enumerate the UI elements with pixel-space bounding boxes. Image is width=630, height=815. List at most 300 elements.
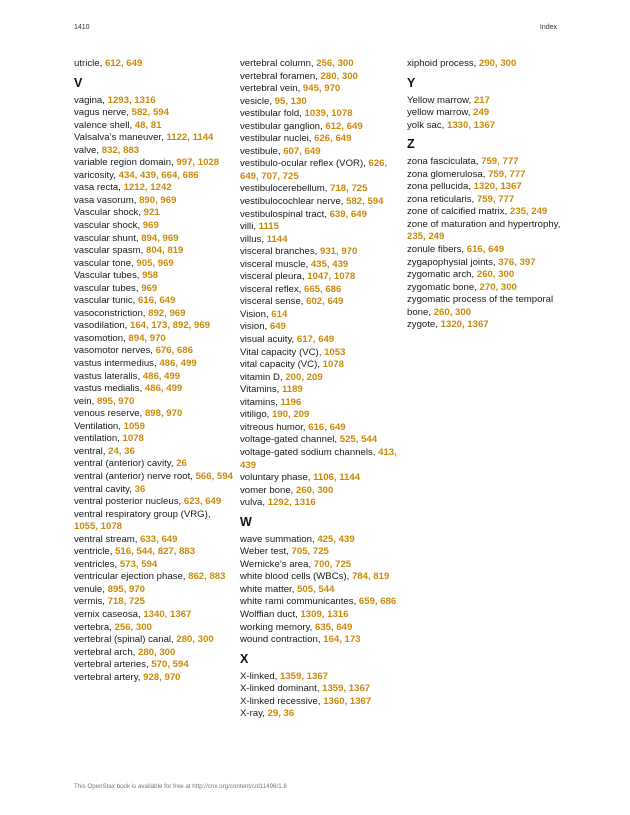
- index-entry: [74, 672, 234, 685]
- index-term: yolk sac,: [407, 119, 447, 131]
- page-references[interactable]: 280, 300: [320, 70, 358, 82]
- index-term: valence shell,: [74, 119, 135, 131]
- index-term: X-ray,: [240, 708, 268, 720]
- index-entry: [240, 696, 400, 709]
- index-entry: [74, 320, 234, 333]
- index-entry: [240, 359, 400, 372]
- page-references[interactable]: 892, 969: [148, 307, 186, 319]
- index-entry: [240, 622, 400, 635]
- index-term: vagus nerve,: [74, 107, 132, 119]
- index-entry: [74, 484, 234, 497]
- index-entry: [240, 447, 400, 472]
- index-term: visceral reflex,: [240, 283, 304, 295]
- index-term: valve,: [74, 144, 102, 156]
- index-letter-heading: X: [240, 651, 249, 666]
- index-term: zona fasciculata,: [407, 156, 482, 168]
- index-term: ventral (anterior) nerve root,: [74, 470, 196, 482]
- page-references[interactable]: 486, 499: [159, 358, 197, 370]
- page-references[interactable]: 1359, 1367: [280, 670, 329, 682]
- index-entry: [74, 421, 234, 434]
- index-term: Valsalva’s maneuver,: [74, 132, 167, 144]
- index-entry: [240, 83, 400, 96]
- page-references[interactable]: 705, 725: [291, 546, 329, 558]
- index-entry: [240, 397, 400, 410]
- index-entry: [74, 58, 234, 71]
- index-entry: [240, 296, 400, 309]
- index-entry: [407, 282, 567, 295]
- page-references[interactable]: 633, 649: [140, 533, 178, 545]
- index-entry: [74, 496, 234, 509]
- index-entry: [74, 371, 234, 384]
- page-references[interactable]: 928, 970: [143, 671, 181, 683]
- index-term: zona reticularis,: [407, 193, 477, 205]
- page-references[interactable]: 200, 209: [285, 371, 323, 383]
- page-references[interactable]: 612, 649: [104, 58, 143, 69]
- index-entry: [74, 433, 234, 446]
- index-entry: [240, 422, 400, 435]
- page-references[interactable]: 235, 249: [509, 206, 548, 218]
- page-references[interactable]: 804, 819: [145, 245, 184, 257]
- index-entry: [407, 294, 567, 319]
- index-term: vitiligo,: [240, 409, 272, 421]
- page-references[interactable]: 614: [271, 308, 288, 320]
- index-entry: [74, 647, 234, 660]
- page-references[interactable]: 969: [141, 282, 158, 294]
- index-term: vestibulocerebellum,: [240, 183, 331, 195]
- index-term: vastus lateralis,: [74, 370, 143, 382]
- index-term: venule,: [74, 583, 108, 595]
- index-term: vital capacity (VC),: [240, 359, 323, 371]
- index-term: wound contraction,: [240, 634, 324, 646]
- page-references[interactable]: 931, 970: [319, 246, 358, 258]
- index-entry: [74, 408, 234, 421]
- page-references[interactable]: 190, 209: [272, 409, 310, 421]
- page-references[interactable]: 759, 777: [481, 156, 519, 168]
- page-references[interactable]: 217: [473, 94, 490, 106]
- index-entry: [240, 409, 400, 422]
- page-references[interactable]: 894, 969: [141, 232, 179, 244]
- page-references[interactable]: 1212, 1242: [123, 182, 172, 194]
- index-term: vasoconstriction,: [74, 307, 149, 319]
- index-entry: [240, 121, 400, 134]
- index-term: Wernicke’s area,: [240, 558, 314, 570]
- index-term: voluntary phase,: [240, 472, 314, 484]
- page-references[interactable]: 905, 969: [136, 257, 174, 269]
- index-entry: [240, 96, 400, 109]
- page-references[interactable]: 784, 819: [351, 571, 390, 583]
- index-term: vertebral arch,: [74, 646, 138, 658]
- index-entry: [74, 534, 234, 547]
- page-references[interactable]: 525, 544: [339, 434, 378, 446]
- page-references[interactable]: 832, 883: [101, 144, 140, 156]
- index-entry: [240, 683, 400, 696]
- index-term: Wolffian duct,: [240, 608, 301, 620]
- page-references[interactable]: 486, 499: [142, 370, 181, 382]
- index-term: vestibular ganglion,: [240, 120, 326, 132]
- page-references[interactable]: 894, 970: [128, 332, 166, 344]
- page-references[interactable]: 249: [473, 107, 490, 119]
- page-references[interactable]: 616, 649: [308, 421, 346, 433]
- page-references[interactable]: 290, 300: [479, 58, 517, 69]
- index-entry: [407, 58, 567, 71]
- index-term: X-linked recessive,: [240, 695, 324, 707]
- index-term: Ventilation,: [74, 420, 124, 432]
- index-entry: [74, 333, 234, 346]
- index-term: Yellow marrow,: [407, 94, 474, 106]
- index-entry: [240, 559, 400, 572]
- index-entry: [74, 295, 234, 308]
- page-references[interactable]: 718, 725: [330, 183, 368, 195]
- index-entry: [240, 671, 400, 684]
- index-term: Vascular shock,: [74, 207, 144, 219]
- page-references[interactable]: 1078: [122, 433, 144, 445]
- page-references[interactable]: 759, 777: [476, 193, 515, 205]
- index-term: ventricles,: [74, 558, 120, 570]
- index-entry: [74, 107, 234, 120]
- page-references[interactable]: 1047, 1078: [307, 271, 356, 283]
- index-entry: [240, 71, 400, 84]
- index-term: venous reserve,: [74, 408, 145, 420]
- index-term: vein,: [74, 395, 97, 407]
- page-references[interactable]: 759, 777: [488, 168, 526, 180]
- page-references[interactable]: 969: [142, 220, 159, 232]
- index-entry: [74, 95, 234, 108]
- page-references[interactable]: 1059: [123, 420, 145, 432]
- index-term: vestibule,: [240, 145, 284, 157]
- index-entry: [240, 596, 400, 609]
- index-column-1: [74, 58, 234, 684]
- page-references[interactable]: 659, 686: [358, 596, 397, 608]
- page-references[interactable]: 626, 649, 707, 725: [240, 158, 388, 182]
- index-term: Vascular tubes,: [74, 270, 143, 282]
- index-entry: [240, 108, 400, 121]
- index-entry: [240, 384, 400, 397]
- index-entry: [240, 546, 400, 559]
- index-term: zonule fibers,: [407, 244, 467, 256]
- page-references[interactable]: 612, 649: [325, 120, 363, 132]
- index-term: white matter,: [240, 583, 298, 595]
- index-term: vision,: [240, 321, 270, 333]
- index-entry: [74, 396, 234, 409]
- index-term: vasa recta,: [74, 182, 124, 194]
- page-references[interactable]: 164, 173: [323, 634, 361, 646]
- index-entry: [240, 284, 400, 297]
- page-references[interactable]: 945, 970: [302, 83, 341, 95]
- index-letter-heading: Y: [407, 75, 416, 90]
- page-references[interactable]: 164, 173, 892, 969: [130, 320, 211, 332]
- index-term: Vitamins,: [240, 384, 282, 396]
- index-term: vertebral artery,: [74, 671, 144, 683]
- index-entry: [240, 259, 400, 272]
- page-references[interactable]: 862, 883: [188, 571, 226, 583]
- page-references[interactable]: 700, 725: [313, 558, 352, 570]
- index-term: vascular shunt,: [74, 232, 142, 244]
- index-term: zona glomerulosa,: [407, 168, 489, 180]
- page-references[interactable]: 1196: [280, 396, 302, 408]
- page-references[interactable]: 626, 649: [314, 133, 352, 145]
- page-references[interactable]: 48, 81: [134, 119, 162, 131]
- page-references[interactable]: 1359, 1367: [322, 683, 371, 695]
- index-entry: [407, 107, 567, 120]
- index-term: vertebra,: [74, 621, 115, 633]
- index-term: vasodilation,: [74, 320, 130, 332]
- page-references[interactable]: 95, 130: [274, 95, 307, 107]
- index-entry: [74, 283, 234, 296]
- index-entry: [240, 609, 400, 622]
- page-references[interactable]: 623, 649: [183, 496, 222, 508]
- index-term: wave summation,: [240, 533, 318, 545]
- index-term: vasomotion,: [74, 332, 129, 344]
- page-references[interactable]: 1115: [258, 221, 279, 233]
- index-entry: [240, 196, 400, 209]
- page-references[interactable]: 639, 649: [329, 208, 367, 220]
- index-entry: [240, 534, 400, 547]
- index-entry: [240, 183, 400, 196]
- index-entry: [407, 244, 567, 257]
- page-references[interactable]: 921: [143, 207, 160, 219]
- page-title: Index: [539, 24, 557, 31]
- page-references[interactable]: 29, 36: [267, 708, 295, 720]
- index-entry: [74, 509, 234, 534]
- index-entry: [74, 609, 234, 622]
- page-number: 1410: [74, 24, 90, 31]
- index-entry: [74, 182, 234, 195]
- index-term: zygomatic arch,: [407, 269, 477, 281]
- index-term: vomer bone,: [240, 484, 296, 496]
- page-references[interactable]: 607, 649: [283, 145, 321, 157]
- index-term: ventilation,: [74, 433, 123, 445]
- page-references[interactable]: 1292, 1316: [267, 497, 316, 509]
- page-references[interactable]: 280, 300: [176, 634, 214, 646]
- page-references[interactable]: 24, 36: [108, 445, 135, 457]
- page-references[interactable]: 895, 970: [107, 583, 145, 595]
- page-footer: This OpenStax book is available for free at http://cnx.org/content/col11496/1.8: [74, 783, 287, 790]
- page-references[interactable]: 665, 686: [303, 283, 342, 295]
- index-entry: [74, 157, 234, 170]
- page-references[interactable]: 997, 1028: [176, 157, 220, 169]
- index-term: vascular shock,: [74, 220, 143, 232]
- index-entry: [74, 446, 234, 459]
- page-references[interactable]: 256, 300: [316, 58, 354, 69]
- page-references[interactable]: 270, 300: [479, 281, 517, 293]
- page-references[interactable]: 602, 649: [306, 296, 344, 308]
- index-term: vitamin D,: [240, 371, 286, 383]
- index-entry: [74, 132, 234, 145]
- page-references[interactable]: 573, 594: [119, 558, 158, 570]
- page-references[interactable]: 582, 594: [131, 107, 169, 119]
- page-references[interactable]: 376, 397: [498, 256, 536, 268]
- page-references[interactable]: 616, 649: [138, 295, 176, 307]
- index-entry: [240, 221, 400, 234]
- index-term: voltage-gated channel,: [240, 434, 340, 446]
- page-references[interactable]: 582, 594: [346, 196, 384, 208]
- page-references[interactable]: 718, 725: [107, 596, 145, 608]
- index-term: variable region domain,: [74, 157, 177, 169]
- index-term: vertebral foramen,: [240, 70, 321, 82]
- index-letter-heading: W: [240, 514, 252, 529]
- page-references[interactable]: 898, 970: [144, 408, 183, 420]
- index-term: zygomatic bone,: [407, 281, 480, 293]
- page-references[interactable]: 256, 300: [114, 621, 152, 633]
- index-term: vitamins,: [240, 396, 281, 408]
- index-term: visceral sense,: [240, 296, 307, 308]
- page-references[interactable]: 413, 439: [240, 446, 397, 471]
- index-term: visceral branches,: [240, 246, 320, 258]
- index-term: vertebral (spinal) canal,: [74, 634, 177, 646]
- index-letter-heading: Z: [407, 137, 415, 152]
- index-column-2: [240, 58, 400, 721]
- index-entry: [240, 309, 400, 322]
- index-term: vagina,: [74, 94, 108, 106]
- index-term: zone of maturation and hypertrophy,: [407, 218, 561, 230]
- page-references[interactable]: 635, 649: [315, 621, 353, 633]
- page-references[interactable]: 1106, 1144: [313, 472, 361, 484]
- index-entry: [74, 471, 234, 484]
- index-entry: [407, 206, 567, 219]
- page-references[interactable]: 1309, 1316: [300, 608, 349, 620]
- index-term: villi,: [240, 221, 259, 233]
- page-references[interactable]: 1055, 1078: [74, 521, 123, 533]
- page-references[interactable]: 1122, 1144: [166, 132, 214, 144]
- page-references[interactable]: 235, 249: [407, 231, 445, 243]
- page-references[interactable]: 1144: [266, 233, 288, 245]
- page-references[interactable]: 1320, 1367: [440, 319, 489, 331]
- index-term: vastus medialis,: [74, 383, 145, 395]
- index-entry: [407, 194, 567, 207]
- page-references[interactable]: 616, 649: [466, 244, 505, 256]
- index-entry: [240, 347, 400, 360]
- index-term: utricle,: [74, 58, 105, 69]
- index-term: Vision,: [240, 308, 272, 320]
- index-term: vascular tubes,: [74, 282, 142, 294]
- index-term: vestibulo-ocular reflex (VOR),: [240, 158, 369, 170]
- index-term: zygapophysial joints,: [407, 256, 499, 268]
- index-term: visual acuity,: [240, 334, 297, 346]
- index-term: vermis,: [74, 596, 108, 608]
- index-term: zygomatic process of the temporal bone,: [407, 294, 554, 318]
- index-entry: [407, 181, 567, 194]
- index-entry: [240, 234, 400, 247]
- page-references[interactable]: 1330, 1367: [447, 119, 496, 131]
- index-term: voltage-gated sodium channels,: [240, 446, 379, 458]
- index-entry: [407, 319, 567, 332]
- page-references[interactable]: 566, 594: [195, 470, 233, 482]
- page-references[interactable]: 260, 300: [433, 306, 472, 318]
- page-references[interactable]: 895, 970: [96, 395, 135, 407]
- page-references[interactable]: 260, 300: [296, 484, 334, 496]
- page-references[interactable]: 516, 544, 827, 883: [115, 546, 196, 558]
- page-references[interactable]: 486, 499: [144, 383, 183, 395]
- index-entry: [74, 308, 234, 321]
- index-term: ventricular ejection phase,: [74, 571, 189, 583]
- page-references[interactable]: 280, 300: [138, 646, 176, 658]
- index-term: zone of calcified matrix,: [407, 206, 510, 218]
- page-references[interactable]: 435, 439: [310, 258, 349, 270]
- index-entry: [240, 334, 400, 347]
- index-entry: [240, 584, 400, 597]
- page-references[interactable]: 1293, 1316: [107, 94, 156, 106]
- index-term: ventral respiratory group (VRG),: [74, 508, 211, 520]
- page-references[interactable]: 958: [142, 270, 159, 282]
- index-entry: [74, 270, 234, 283]
- index-entry: [74, 596, 234, 609]
- page-references[interactable]: 1340, 1367: [143, 608, 192, 620]
- page-references[interactable]: 570, 594: [151, 659, 189, 671]
- index-entry: [240, 146, 400, 159]
- index-entry: [74, 258, 234, 271]
- index-entry: [240, 209, 400, 222]
- index-entry: [407, 269, 567, 282]
- index-entry: [240, 634, 400, 647]
- page-references[interactable]: 26: [176, 458, 187, 470]
- index-entry: [74, 233, 234, 246]
- index-term: visceral muscle,: [240, 258, 311, 270]
- page-references[interactable]: 1053: [324, 346, 346, 358]
- page-references[interactable]: 676, 686: [155, 345, 193, 357]
- index-entry: [240, 321, 400, 334]
- index-term: vesicle,: [240, 95, 275, 107]
- index-entry: [74, 546, 234, 559]
- index-entry: [74, 659, 234, 672]
- index-entry: [240, 708, 400, 721]
- page-references[interactable]: 36: [134, 483, 146, 495]
- index-term: X-linked dominant,: [240, 683, 323, 695]
- index-term: ventral stream,: [74, 533, 141, 545]
- page-references[interactable]: 1360, 1367: [323, 695, 372, 707]
- index-entry: [407, 257, 567, 270]
- page-references[interactable]: 505, 544: [297, 583, 335, 595]
- index-column-3: [407, 58, 567, 332]
- index-term: vascular tone,: [74, 257, 137, 269]
- page-references[interactable]: 1320, 1367: [473, 181, 522, 193]
- index-term: visceral pleura,: [240, 271, 308, 283]
- index-entry: [74, 220, 234, 233]
- index-entry: [240, 472, 400, 485]
- page-references[interactable]: 1189: [281, 384, 303, 396]
- index-entry: [407, 156, 567, 169]
- page-references[interactable]: 1039, 1078: [304, 108, 353, 120]
- index-entry: [74, 622, 234, 635]
- page-references[interactable]: 617, 649: [296, 334, 335, 346]
- index-entry: [74, 571, 234, 584]
- index-entry: [74, 245, 234, 258]
- index-term: vestibular nuclei,: [240, 133, 315, 145]
- page-references[interactable]: 890, 969: [139, 194, 177, 206]
- page-references[interactable]: 425, 439: [317, 533, 355, 545]
- index-entry: [74, 195, 234, 208]
- index-term: zona pellucida,: [407, 181, 474, 193]
- page-references[interactable]: 649: [269, 321, 286, 333]
- index-term: vascular tunic,: [74, 295, 138, 307]
- index-term: yellow marrow,: [407, 107, 474, 119]
- index-term: villus,: [240, 233, 267, 245]
- page-header: [74, 24, 557, 36]
- page-references[interactable]: 1078: [322, 359, 344, 371]
- index-term: ventral (anterior) cavity,: [74, 458, 177, 470]
- index-term: ventral,: [74, 445, 109, 457]
- index-entry: [74, 559, 234, 572]
- index-entry: [407, 95, 567, 108]
- index-entry: [74, 383, 234, 396]
- index-entry: [240, 571, 400, 584]
- index-term: X-linked,: [240, 670, 280, 682]
- page-references[interactable]: 434, 439, 664, 686: [118, 169, 199, 181]
- index-entry: [240, 246, 400, 259]
- index-term: vertebral column,: [240, 58, 317, 69]
- index-entry: [407, 219, 567, 244]
- index-term: vertebral vein,: [240, 83, 303, 95]
- page-references[interactable]: 260, 300: [476, 269, 515, 281]
